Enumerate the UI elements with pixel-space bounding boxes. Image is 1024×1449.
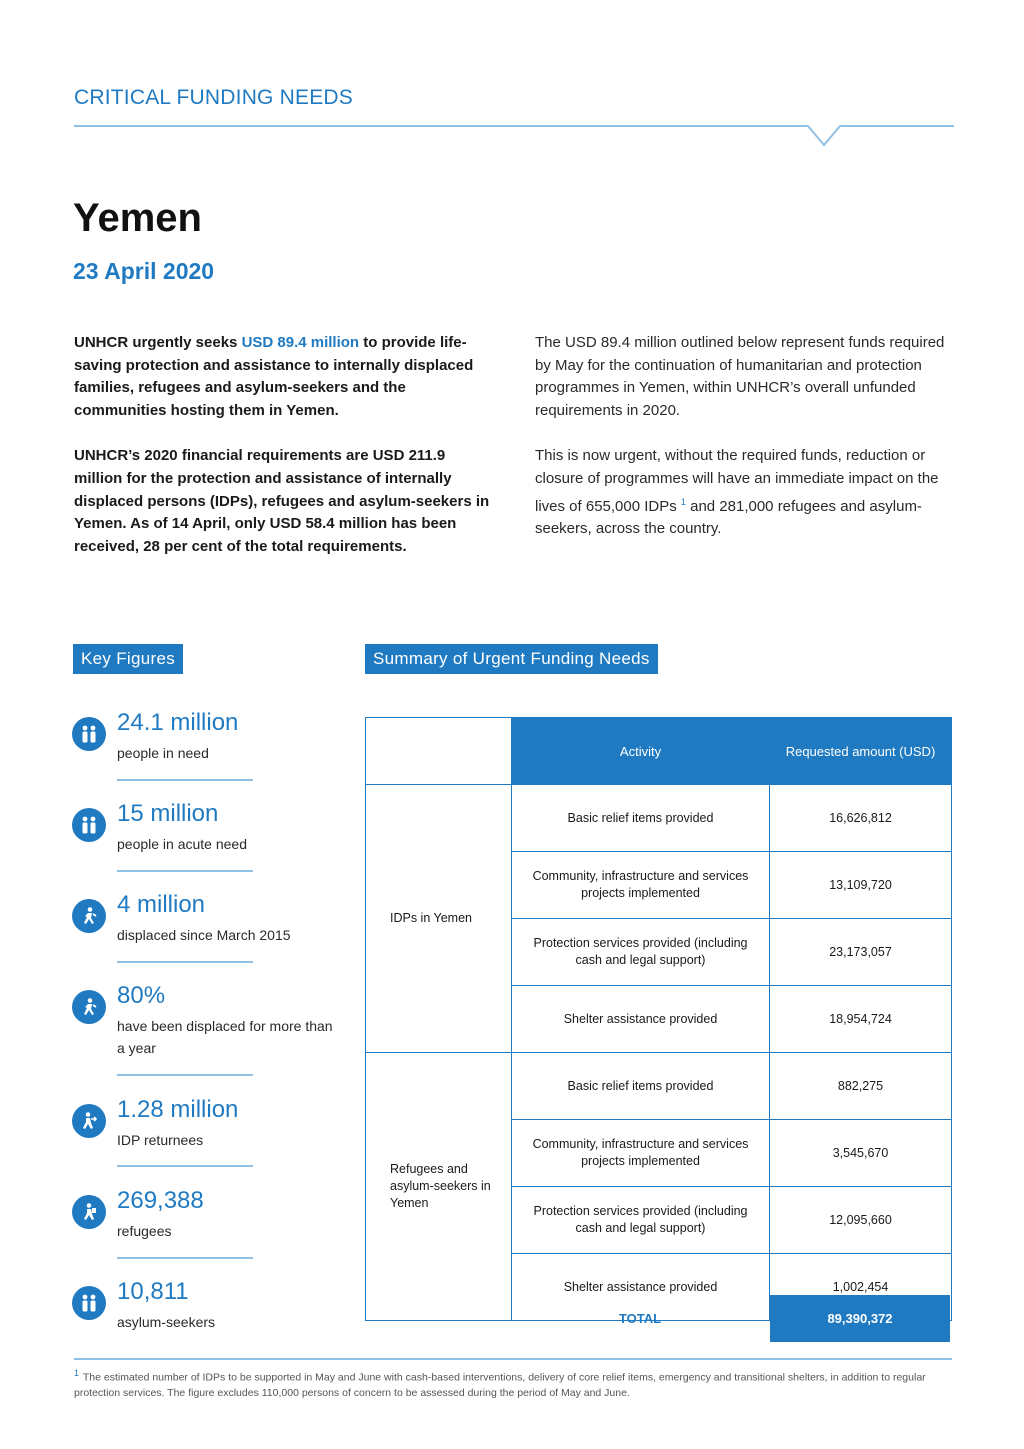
amount-cell: 3,545,670 (770, 1120, 952, 1187)
column-header-amount: Requested amount (USD) (770, 718, 952, 785)
key-figure-value: 24.1 million (117, 709, 239, 736)
footnote-text: The estimated number of IDPs to be supported in May and June with cash-based interventions, delivery of core relief items, emergency and transitional shelters, in addition to regular protection services. The figure excludes 110,000 persons of concern to be assessed during the period of May and June. (74, 1371, 926, 1399)
activity-cell: Community, infrastructure and services projects implemented (512, 852, 770, 919)
page-title: Yemen (73, 196, 202, 240)
amount-cell: 12,095,660 (770, 1187, 952, 1254)
table-row (366, 1053, 952, 1120)
group-label-idps: IDPs in Yemen (366, 785, 512, 1053)
running-person-icon (72, 899, 106, 933)
page-date: 23 April 2020 (73, 258, 215, 284)
amount-cell: 882,275 (770, 1053, 952, 1120)
key-figure-label: displaced since March 2015 (117, 927, 291, 943)
footnote (74, 1366, 954, 1401)
divider (117, 1074, 253, 1076)
divider (117, 1165, 253, 1167)
key-figure-value: 15 million (117, 800, 219, 827)
divider (117, 870, 253, 872)
returnee-icon (72, 1104, 106, 1138)
table-corner-cell (366, 718, 512, 785)
header-divider (74, 118, 954, 148)
activity-cell: Protection services provided (including cash and legal support) (512, 919, 770, 986)
group-label-refugees: Refugees and asylum-seekers in Yemen (366, 1053, 512, 1321)
intro-paragraph-4: This is now urgent, without the required funds, reduction or closure of programmes will have an immediate impact on the lives of 655,000 IDPs $^1$ and 281,000 refugees and asylum-seekers, across the country. (535, 447, 939, 538)
key-figure-label: asylum-seekers (117, 1314, 216, 1330)
refugee-icon (72, 1195, 106, 1229)
intro-right-column (535, 332, 945, 564)
amount-cell: 16,626,812 (770, 785, 952, 852)
total-value: 89,390,372 (770, 1295, 950, 1342)
running-person-icon (72, 990, 106, 1024)
key-figure-label: refugees (117, 1223, 172, 1239)
total-label: TOTAL (618, 1311, 662, 1326)
table-header-row (366, 718, 952, 785)
key-figure-value: 4 million (117, 891, 206, 918)
amount-cell: 23,173,057 (770, 919, 952, 986)
key-figure-value: 80% (117, 982, 166, 1009)
intro-paragraph-2: UNHCR’s 2020 financial requirements are USD 211.9 million for the protection and assistance of internally displaced persons (IDPs), refugees and asylum-seekers in Yemen. As of 14 April, only USD 58.4 million has been received, 28 per cent of the total requirements. (74, 447, 490, 555)
amount-cell: 13,109,720 (770, 852, 952, 919)
key-figure-value: 1.28 million (117, 1096, 239, 1123)
people-icon (72, 1286, 106, 1320)
footnote-marker: 1 (74, 1368, 79, 1378)
table-row (366, 785, 952, 852)
column-header-activity: Activity (512, 718, 770, 785)
people-icon (72, 717, 106, 751)
section-label: CRITICAL FUNDING NEEDS (74, 86, 353, 109)
activity-cell: Community, infrastructure and services projects implemented (512, 1120, 770, 1187)
key-figures-heading: Key Figures (73, 644, 183, 674)
key-figure-label: IDP returnees (117, 1132, 204, 1148)
divider (117, 961, 253, 963)
people-icon (72, 808, 106, 842)
funding-highlight: USD 89.4 million (241, 334, 360, 351)
key-figure-label: have been displaced for more than a year (117, 1018, 333, 1056)
activity-cell: Basic relief items provided (512, 785, 770, 852)
activity-cell: Shelter assistance provided (512, 1254, 770, 1321)
summary-heading: Summary of Urgent Funding Needs (365, 644, 658, 674)
funding-summary-table (365, 717, 951, 1326)
divider (117, 1257, 253, 1259)
divider (117, 779, 253, 781)
intro-left-column (74, 332, 494, 581)
footnote-divider (74, 1358, 952, 1360)
amount-cell: 1,002,454 (770, 1254, 952, 1321)
activity-cell: Basic relief items provided (512, 1053, 770, 1120)
footnote-ref: 1 (680, 496, 686, 507)
key-figure-value: 269,388 (117, 1187, 204, 1214)
amount-cell: 18,954,724 (770, 986, 952, 1053)
activity-cell: Shelter assistance provided (512, 986, 770, 1053)
key-figure-value: 10,811 (117, 1278, 189, 1305)
intro-paragraph-1: UNHCR urgently seeks USD 89.4 million to provide life-saving protection and assistance to internally displaced families, refugees and asylum-seekers and the communities hosting them in Yemen. (74, 334, 474, 419)
intro-paragraph-3: The USD 89.4 million outlined below represent funds required by May for the continuation of humanitarian and protection programmes in Yemen, within UNHCR’s overall unfunded requirements in 2020. (535, 334, 945, 419)
key-figure-label: people in need (117, 745, 209, 761)
activity-cell: Protection services provided (including cash and legal support) (512, 1187, 770, 1254)
key-figure-label: people in acute need (117, 836, 247, 852)
